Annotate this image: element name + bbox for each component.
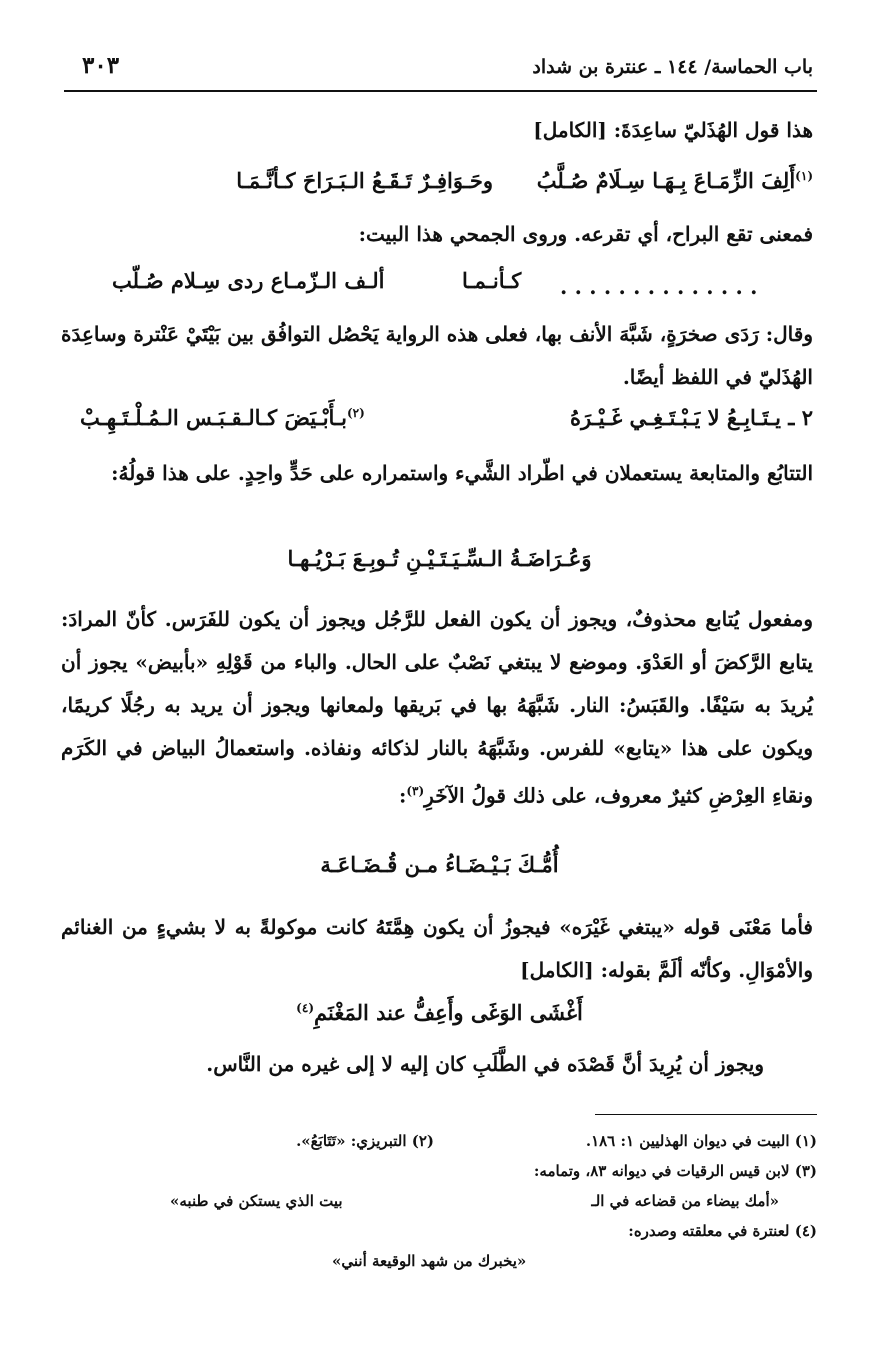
verse-2-middle: كـأنـمـا (462, 268, 522, 293)
verse-5: أُمُّـكَ بَـيْـضَـاءُ مـن قُـضَـاعَـة (320, 852, 559, 877)
verse-1-first-hemistich: $^{(١)}$أَلِفَ الزِّمَـاعَ بِـهَـا سِـلَامٌ صُـلَّبُ (536, 168, 813, 193)
paragraph-5: ومفعول يُتابع محذوفٌ، ويجوز أن يكون الفعل للرَّجُل ويجوز أن يكون للفَرَس. كأنّ المرادَ: يتابع الرَّكضَ أو العَدْوَ. وموضع لا يبتغي نَصْبٌ على الحال. والباء من قَوْلِهِ «بأبيض» يجوز أن يُريدَ به سَيْفًا. والقَبَسُ: النار. شَبَّهَهُ بها في بَريقها ولمعانها ويجوز أن يريد به رجُلًا كريمًا، ويكون على هذا «يتابع» للفرس. وشَبَّهَهُ بالنار لذكائه ونفاذه. واستعمالُ البياض في الكَرَم ونقاءِ العِرْضِ كثيرٌ معروف، على ذلك قولُ الآخَرِ$^{(٣)}$: (61, 607, 813, 808)
verse-2-left: ألـف الـزّمـاع ردى سِـلام صُـلّب (112, 268, 385, 293)
intro-line: هذا قول الهُذَليّ ساعِدَةَ: [الكامل] (533, 118, 813, 142)
verse-6: أَغْشَى الوَغَى وأَعِفُّ عند المَغْنَمِ$^{(٤)}$ (296, 1000, 583, 1025)
footnote-4: (٤) لعنترة في معلقته وصدره: (628, 1222, 817, 1240)
verse-3-second-hemistich: $^{(٢)}$بـأَبْـيَضَ كـالـقـبَـس الـمُـلْـتَـهِـبْ (80, 405, 365, 430)
footnote-2: (٢) التبريزي: «تَتَابَعُ». (296, 1132, 434, 1150)
verse-6-ref: (٤) (296, 1001, 314, 1015)
verse-2-dots: . . . . . . . . . . . . . . (560, 274, 758, 299)
footnote-4-quote: «يخبرك من شهد الوقيعة أنني» (332, 1252, 527, 1270)
footnote-3-quote-second: بيت الذي يستكن في طنبه» (170, 1192, 343, 1210)
verse-3-ref: (٢) (346, 406, 365, 420)
footnote-3: (٣) لابن قيس الرقيات في ديوانه ٨٣، وتمامه: (533, 1162, 817, 1180)
verse-1-ref: (١) (795, 169, 813, 183)
verse-1-second-hemistich: وحَـوَافِـرٌ تَـقَـعُ الـبَـرَاحَ كـأنَّـمَـا (236, 168, 493, 193)
paragraph-6: فأما مَعْنَى قوله «يبتغي غَيْرَه» فيجوزُ أن يكون هِمَّتَهُ كانت موكولةً به لا بشيءٍ من الغنائم والأمْوَالِ. وكأنّه ألَمَّ بقوله: [الكامل] (61, 915, 813, 982)
footnote-3-quote-first: «أمك بيضاء من قضاعه في الـ (591, 1192, 779, 1210)
footnote-1: (١) البيت في ديوان الهذليين ١: ١٨٦. (585, 1132, 817, 1150)
footnote-divider (595, 1114, 817, 1115)
page-number: ٣٠٣ (82, 52, 120, 79)
paragraph-2: فمعنى تقع البراح، أي تقرعه. وروى الجمحي هذا البيت: (358, 222, 813, 246)
paragraph-5-ref: (٣) (406, 784, 425, 798)
header-divider (64, 90, 817, 92)
verse-4: وَعُـرَاضَـةُ الـسِّـيَـتَـيْـنِ تُـوبِـعَ بَـرْيُـهـا (287, 546, 592, 571)
paragraph-7: ويجوز أن يُرِيدَ أنَّ قَصْدَه في الطَّلَبِ كان إليه لا إلى غيره من النَّاس. (206, 1052, 764, 1076)
paragraph-4: التتابُع والمتابعة يستعملان في اطّراد الشَّيء واستمراره على حَدٍّ واحِدٍ. على هذا قولُهُ: (111, 461, 813, 485)
verse-3-first-hemistich: ٢ ـ يـتَـابِـعُ لا يَـبْـتَـغِـي غَـيْـرَهُ (570, 405, 813, 430)
running-header-title: باب الحماسة/ ١٤٤ ـ عنترة بن شداد (532, 56, 813, 78)
paragraph-3: وقال: رَدَى صخرَةٍ، شَبَّهَ الأنف بها، فعلى هذه الرواية يَحْصُل التوافُق بين بَيْتَيْ عَنْترة وساعِدَة الهُذَليّ في اللفظ أيضًا. (61, 322, 813, 389)
